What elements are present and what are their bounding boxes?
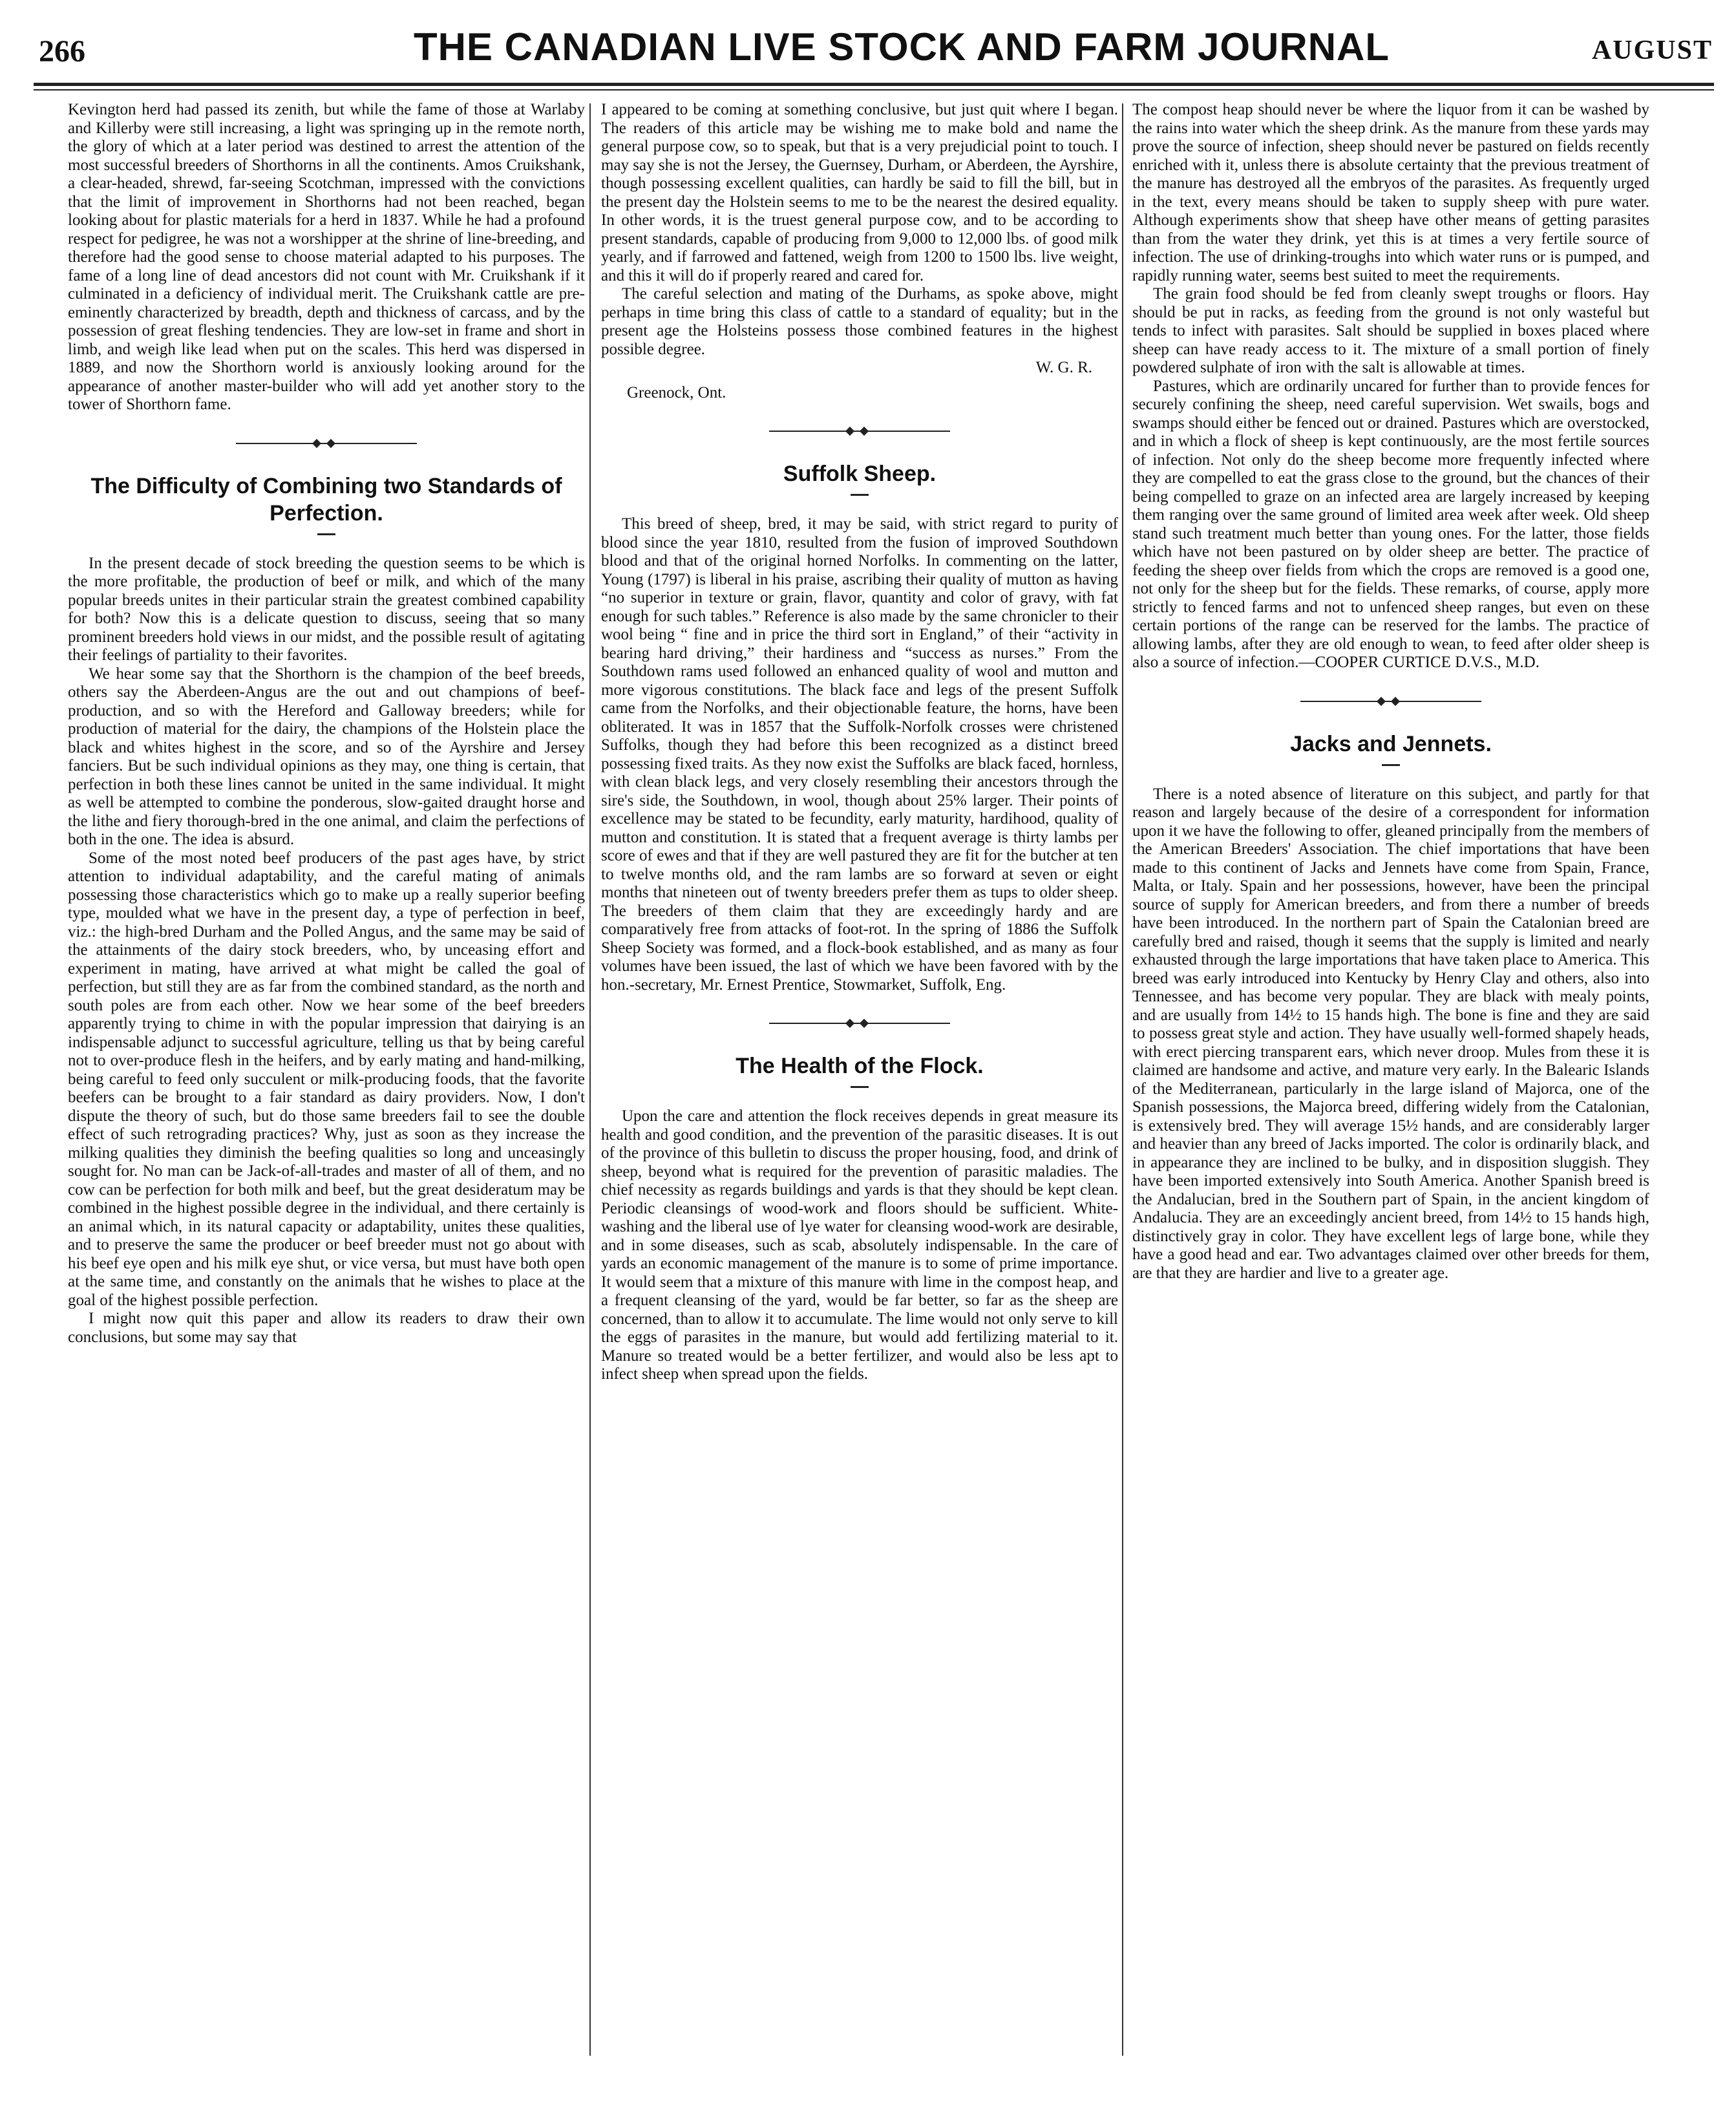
column-2 — [601, 101, 1118, 2092]
page-header — [0, 0, 1736, 97]
column-divider — [1122, 103, 1123, 2056]
header-rule-thin — [34, 89, 1714, 91]
paragraph: Some of the most noted beef producers of the past ages have, by strict attention to individual adaptability, and the careful mating of animals possessing those characteristics which go to make up a really superior beefing type, moulded what we have in the present day, a type of perfection in beef, viz.: the high-bred Durham and the Polled Angus, and the same may be said of the attainments of the dairy stock breeders, who, by unceasing effort and experiment in mating, have arrived at what might be called the goal of perfection, but still they are as far from the combined standard, as the north and south poles are from each other. Now we hear some of the beef breeders apparently trying to chime in with the popular impression that dairying is an indispensable adjunct to successful agriculture, telling us that by being careful not to over-produce flesh in the heifers, and by early mating and hand-milking, being careful to feed only succulent or milk-producing foods, that the favorite beefers can be brought to a fair standard as dairy providers. Now, I don't dispute the theory of such, but do those same breeders fail to see the double effect of such retrograding practices? Why, just as soon as they increase the milking qualities they diminish the beefing qualities so long and unceasingly sought for. No man can be Jack-of-all-trades and master of all of them, and no cow can be perfection for both milk and beef, but the great desideratum may be combined in the highest possible degree in the individual, and there certainly is an animal which, in its natural capacity or adaptability, unites these qualities, and to preserve the same the producer or beef breeder must not go about with his beef eye open and his milk eye shut, or vice versa, but must have both open at the same time, and constantly on the animals that he wishes to place at the goal of the highest possible perfection. — [68, 849, 585, 1309]
paragraph: I might now quit this paper and allow its readers to draw their own conclusions, but some may say that — [68, 1310, 585, 1346]
page-number: 266 — [39, 34, 85, 69]
article-title: The Health of the Flock. — [736, 1054, 984, 1078]
column-3 — [1132, 101, 1649, 2092]
paragraph: This breed of sheep, bred, it may be said, with strict regard to purity of blood since the year 1810, resulted from the fusion of improved Southdown blood and that of the original horned Norfolks. In commenting on the latter, Young (1797) is liberal in his praise, ascribing their quality of mutton as having “no superior in texture or grain, flavor, quantity and color of gravy, with fat enough for such tables.” Reference is also made by the same chronicler to their wool being “ fine and in price the third sort in England,” of their “activity in bearing hard driving,” their hardiness and “success as nurses.” From the Southdown rams used followed an enhanced quality of wool and mutton and more vigorous constitutions. The black face and legs of the present Suffolk came from the Norfolks, and their objectionable feature, the horns, have been obliterated. It was in 1857 that the Suffolk-Norfolk crosses were christened Suffolks, though they had before this been recognized as a distinct breed possessing fixed traits. As they now exist the Suffolks are black faced, hornless, with clean black legs, and very closely resembling their ancestors through the sire's side, the Southdown, in wool, though about 25% larger. Their points of excellence may be stated to be fecundity, early maturity, hardihood, quality of mutton and constitution. It is stated that a frequent average is thirty lambs per score of ewes and that if they are well pastured they are fit for the butcher at ten to twelve months old, and the ram lambs are so forward at seven or eight months that nineteen out of twenty breeders prefer them as tups to older sheep. The breeders of them claim that they are exceedingly hardy and are comparatively free from attacks of foot-rot. In the spring of 1886 the Suffolk Sheep Society was formed, and a flock-book established, and as many as four volumes have been issued, the last of which we have been favored with by the hon.-secretary, Mr. Ernest Prentice, Stowmarket, Suffolk, Eng. — [601, 515, 1118, 994]
title-dash — [317, 533, 335, 535]
column-1 — [68, 101, 585, 2092]
issue-month: AUGUST — [1591, 36, 1713, 65]
author-place: Greenock, Ont. — [627, 383, 726, 401]
column-divider — [589, 103, 591, 2056]
article-title: The Difficulty of Combining two Standards of Perfection. — [90, 473, 562, 526]
article-title: Suffolk Sheep. — [783, 462, 937, 486]
section-ornament — [68, 438, 585, 449]
journal-title: THE CANADIAN LIVE STOCK AND FARM JOURNAL — [414, 25, 1390, 69]
paragraph: I appeared to be coming at something conclusive, but just quit where I began. The readers of this article may be wishing me to make bold and name the general purpose cow, so to speak, but that is a very prejudicial point to touch. I may say she is not the Jersey, the Guernsey, Durham, or Aberdeen, the Ayrshire, though possessing excellent qualities, can hardly be said to fill the bill, but in the present day the Holstein seems to me to be the nearest the desired equality. In other words, it is the truest general purpose cow, and to be according to present standards, capable of producing from 9,000 to 12,000 lbs. of good milk yearly, and if farrowed and fattened, weigh from 1200 to 1500 lbs. live weight, and this it will do if properly reared and cared for. — [601, 101, 1118, 284]
section-ornament — [601, 425, 1118, 437]
section-ornament — [1132, 696, 1649, 707]
author-signature: W. G. R. — [1035, 359, 1092, 376]
paragraph: We hear some say that the Shorthorn is the champion of the beef breeds, others say the Aberdeen-Angus are the out and out champions of beef-production, and so with the Hereford and Galloway breeders; while for production of material for the dairy, the champions of the Holstein place the black and whites highest in the score, and so of the Ayrshire and Jersey fanciers. But be such individual opinions as they may, one thing is certain, that perfection in both these lines cannot be united in the same individual. It might as well be attempted to combine the ponderous, slow-gaited draught horse and the lithe and fiery thorough-bred in the one animal, and claim the perfections of both in the one. The idea is absurd. — [68, 665, 585, 848]
paragraph: Pastures, which are ordinarily uncared for further than to provide fences for securely confining the sheep, need careful supervision. Wet swails, bogs and swamps should either be fenced out or drained. Pastures which are overstocked, and in which a flock of sheep is kept continuously, are the most fertile sources of infection. Not only do the sheep become more frequently infected where they are compelled to eat the grass close to the ground, but the chances of their being compelled to graze on an infected area are largely increased by keeping them ranging over the same ground of limited area week after week. Old sheep stand such treatment much better than young ones. For the latter, those fields which have not been pastured on by older sheep are better. The practice of feeding the sheep over fields from which the crops are removed is a good one, not only for the sheep but for the fields. These remarks, of course, apply more strictly to fenced farms and not to unfenced sheep ranges, but even on these certain portions of the range can be reserved for the lambs. The practice of allowing lambs, after they are old enough to wean, to feed after older sheep is also a source of infection.—COOPER CURTICE D.V.S., M.D. — [1132, 377, 1649, 671]
paragraph: Kevington herd had passed its zenith, but while the fame of those at Warlaby and Killerby were still increasing, a light was springing up in the remote north, the glory of which at a later period was destined to arrest the attention of the most successful breeders of Shorthorns in all the continents. Amos Cruikshank, a clear-headed, shrewd, far-seeing Scotchman, impressed with the convictions that the limit of improvement in Shorthorns had not been reached, began looking about for plastic materials for a herd in 1837. While he had a profound respect for pedigree, he was not a worshipper at the shrine of line-breeding, and therefore had the good sense to choose material adapted to his purposes. The fame of a long line of dead ancestors did not count with Mr. Cruikshank if it culminated in a deficiency of individual merit. The Cruikshank cattle are pre-eminently characterized by breadth, depth and thickness of carcass, and by the possession of great fleshing tendencies. They are low-set in frame and short in limb, and weigh like lead when put on the scales. This herd was dispersed in 1889, and now the Shorthorn world is anxiously looking around for the appearance of another master-builder who will add yet another story to the tower of Shorthorn fame. — [68, 101, 585, 413]
article-title: Jacks and Jennets. — [1290, 731, 1492, 756]
paragraph: There is a noted absence of literature on this subject, and partly for that reason and largely because of the desire of a correspondent for information upon it we have the following to offer, gleaned principally from the members of the American Breeders' Association. The chief importations that have been made to this continent of Jacks and Jennets have come from Spain, France, Malta, or Italy. Spain and her possessions, however, have been the principal source of supply for American breeders, and from there a number of breeds have been introduced. In the northern part of Spain the Catalonian breed are carefully bred and raised, though it seems that the supply is limited and nearly exhausted through the large importations that have taken place to America. This breed was early introduced into Kentucky by Henry Clay and others, also into Tennessee, and has become very popular. They are black with mealy points, and are usually from 14½ to 15 hands high. The bone is fine and they are said to possess great style and action. They have usually well-formed shapely heads, with erect piercing transparent ears, which never droop. Mules from these it is claimed are handsome and active, and mature very early. In the Balearic Islands of the Mediterranean, particularly in the large island of Majorca, one of the Spanish possessions, the Majorca breed, differing widely from the Catalonian, is extensively bred. They will average 15½ hands, and are considerably larger and heavier than any breed of Jacks imported. The color is ordinarily black, and in appearance they are inclined to be bulky, and in disposition sluggish. They have been imported extensively into South America. Another Spanish breed is the Andalucian, bred in the Southern part of Spain, in the ancient kingdom of Andalucia. They are an exceedingly ancient breed, from 14½ to 15 hands high, distinctively gray in color. They have excellent legs of large bone, while they have a good head and ear. Two advantages claimed over other breeds for them, are that they are hardier and live to a greater age. — [1132, 785, 1649, 1282]
section-ornament — [601, 1018, 1118, 1029]
header-rule-thick — [34, 83, 1714, 86]
title-dash — [1382, 764, 1400, 766]
paragraph: The compost heap should never be where the liquor from it can be washed by the rains into water which the sheep drink. As the manure from these yards may prove the source of infection, sheep should never be pastured on fields recently enriched with it, unless there is absolute certainty that the previous treatment of the manure has destroyed all the embryos of the parasites. As frequently urged in the text, every means should be taken to supply sheep with pure water. Although experiments show that sheep have other means of getting parasites than from the water they drink, yet this is at times a very fertile source of infection. The use of drinking-troughs into which water runs or is pumped, and rapidly running water, seems best suited to meet the requirements. — [1132, 101, 1649, 284]
title-dash — [851, 494, 869, 496]
title-dash — [851, 1086, 869, 1088]
paragraph: Upon the care and attention the flock receives depends in great measure its health and good condition, and the prevention of the parasitic diseases. It is out of the province of this bulletin to discuss the proper housing, food, and drink of sheep, beyond what is required for the prevention of parasitic maladies. The chief necessity as regards buildings and yards is that they should be kept clean. Periodic cleansings of wood-work and floors should be sufficient. White-washing and the liberal use of lye water for cleansing wood-work are desirable, and in some diseases, such as scab, absolutely indispensable. In the care of yards an economic management of the manure is to some of prime importance. It would seem that a mixture of this manure with lime in the compost heap, and a frequent cleansing of the yard, would be far better, so far as the sheep are concerned, than to allow it to accumulate. The lime would not only serve to kill the eggs of parasites in the manure, but would add fertilizing material to it. Manure so treated would be a better fertilizer, and would also be less apt to infect sheep when spread upon the fields. — [601, 1107, 1118, 1383]
paragraph: The grain food should be fed from cleanly swept troughs or floors. Hay should be put in racks, as feeding from the ground is not only wasteful but tends to infect with parasites. Salt should be supplied in boxes placed where sheep can have ready access to it. The mixture of a small portion of finely powdered sulphate of iron with the salt is allowable at times. — [1132, 285, 1649, 376]
paragraph: The careful selection and mating of the Durhams, as spoke above, might perhaps in time bring this class of cattle to a standard of equality; but in the present age the Holsteins possess those combined features in the highest possible degree. — [601, 285, 1118, 358]
paragraph: In the present decade of stock breeding the question seems to be which is the more profitable, the production of beef or milk, and which of the many popular breeds unites in their particular strain the greatest combined capability for both? Now this is a delicate question to discuss, seeing that so many prominent breeders hold views in our midst, and the possible result of agitating their feelings of partiality to their favorites. — [68, 554, 585, 664]
